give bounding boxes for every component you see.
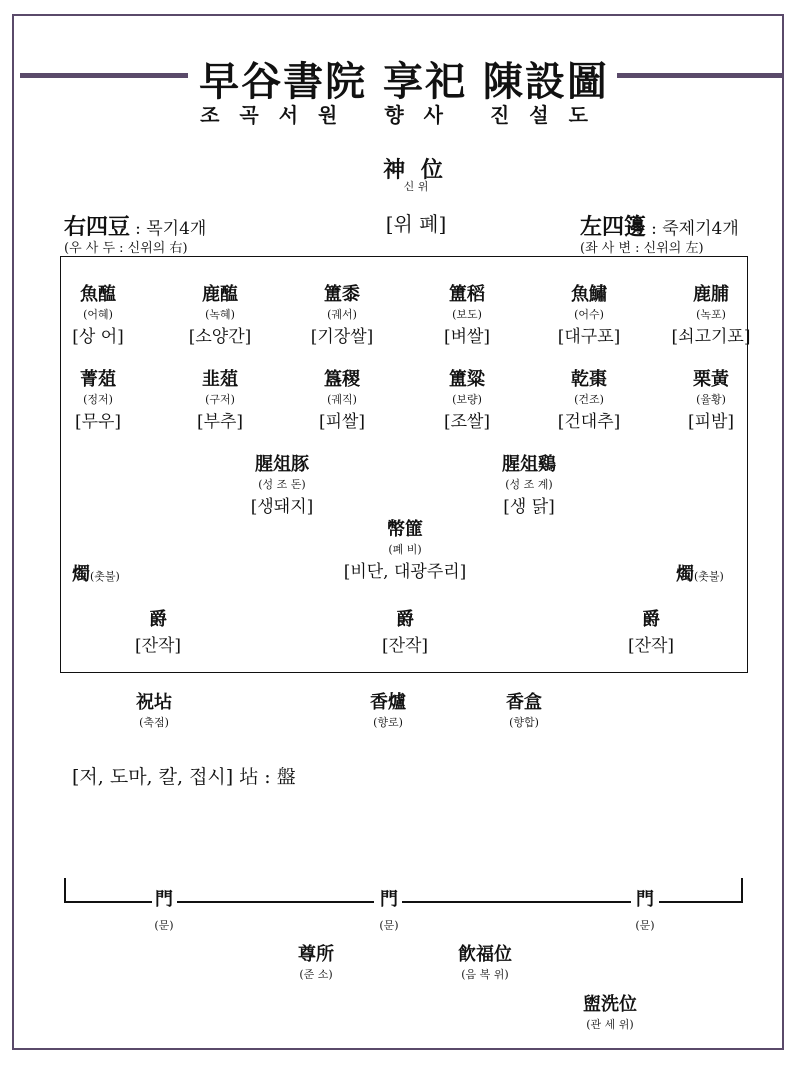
item-hanja: 簠粱 [448,369,485,390]
item-reading: (폐 비) [388,543,422,556]
item-reading: (보량) [452,393,482,406]
gate-left [154,885,173,933]
item-korean: [상 어] [72,327,124,347]
hand-wash-place [583,990,637,1032]
item-hanja: 簋稷 [323,369,360,390]
cup-hanja: 爵 [148,609,167,630]
gate-line-left-tick [64,878,66,902]
item-korean: [생 닭] [503,497,555,517]
item-hanja: 腥俎鷄 [502,454,556,475]
title-rule-left [20,73,188,78]
left-four-desc: : 죽제기4개 [651,219,739,239]
item-hanja: 簠稻 [448,284,485,305]
candle-right [676,560,724,586]
item-hanja: 香爐 [370,692,406,713]
item-hanja: 腥俎豚 [255,454,309,475]
offering-item [189,280,252,347]
left-four-sub: (좌 사 변 : 신위의 左) [580,241,704,256]
gate-line-seg [659,901,743,903]
offering-item [688,365,734,432]
item-reading: (향합) [509,716,539,729]
shrine-label: 神 位 [383,157,447,183]
cup-korean: [잔작] [134,636,182,656]
item-reading: (어수) [574,308,604,321]
item-reading: (음 복 위) [461,968,509,981]
cup-center [382,605,428,656]
item-korean: [벼쌀] [443,327,491,347]
right-four-title: 右四豆 [64,214,131,240]
cup-korean: [잔작] [381,636,429,656]
candle-hanja: 燭 [676,564,694,585]
item-hanja: 韭葅 [201,369,238,390]
item-hanja: 魚醢 [79,284,116,305]
candle-hanja: 燭 [72,564,90,585]
item-reading: (준 소) [299,968,333,981]
title-rule-right [617,73,782,78]
right-four-sub: (우 사 두 : 신위의 右) [64,241,188,256]
offering-item-silk [344,515,467,582]
item-korean: [건대추] [557,412,621,432]
gate-line-seg [64,901,152,903]
gate-hanja: 門 [636,889,654,910]
offering-item [197,365,243,432]
item-korean: [피쌀] [318,412,366,432]
incense-burner [370,688,406,730]
item-reading: (축점) [139,716,169,729]
offering-item [75,365,121,432]
offering-item [558,365,621,432]
item-korean: [소양간] [188,327,252,347]
prayer-stand [136,688,172,730]
offering-item [311,280,374,347]
cup-left [135,605,181,656]
item-korean: [기장쌀] [310,327,374,347]
left-four-title: 左四籩 [580,214,647,240]
offering-item-chicken [502,450,556,517]
offering-item-pig [251,450,314,517]
item-korean: [무우] [74,412,122,432]
gate-hanja: 門 [155,889,173,910]
item-hanja: 簠黍 [324,284,360,305]
diagram-title-korean: 조곡서원 향사 진설도 [200,103,608,127]
offering-item [558,280,621,347]
wine-vessel-place [298,940,334,982]
item-hanja: 鹿醢 [202,284,238,305]
item-hanja: 乾棗 [571,369,607,390]
item-korean: [쇠고기포] [671,327,751,347]
candle-reading: (촛불) [694,570,724,583]
candle-reading: (촛불) [90,570,120,583]
candle-left [72,560,120,586]
item-reading: (녹혜) [205,308,235,321]
gate-reading: (문) [379,919,399,932]
item-hanja: 栗黃 [692,369,729,390]
cup-hanja: 爵 [395,609,414,630]
blessing-drink-place [458,940,512,982]
gate-reading: (문) [635,919,655,932]
incense-box [506,688,542,730]
item-hanja: 祝坫 [136,692,172,713]
item-hanja: 盥洗位 [583,994,637,1015]
item-reading: (성 조 돈) [258,478,306,491]
item-reading: (어혜) [83,308,113,321]
cup-hanja: 爵 [641,609,660,630]
item-reading: (건조) [574,393,604,406]
item-korean: [부추] [196,412,244,432]
gate-line-seg [402,901,631,903]
right-four-desc: : 목기4개 [135,219,207,239]
item-reading: (율황) [696,393,726,406]
offering-item [72,280,124,347]
gate-line-right-tick [741,878,743,902]
diagram-title: 早谷書院 享祀 陳設圖 [199,58,609,105]
item-hanja: 飮福位 [458,944,512,965]
item-korean: [비단, 대광주리] [343,562,467,582]
item-hanja: 魚鱐 [571,284,607,305]
cup-right [628,605,674,656]
item-reading: (궤직) [327,393,357,406]
item-reading: (보도) [452,308,482,321]
gate-line-seg [177,901,374,903]
item-korean: [조쌀] [443,412,491,432]
offering-item [444,365,490,432]
offering-item [444,280,490,347]
gate-reading: (문) [154,919,174,932]
offering-item [319,365,365,432]
gate-right [635,885,654,933]
item-reading: (성 조 계) [505,478,553,491]
item-korean: [생돼지] [250,497,314,517]
gate-center [379,885,398,933]
item-reading: (구저) [205,393,235,406]
offering-item [672,280,751,347]
item-hanja: 香盒 [506,692,542,713]
cup-korean: [잔작] [627,636,675,656]
item-reading: (관 세 위) [586,1018,634,1031]
utensils-note: [저, 도마, 칼, 접시] 坫 : 盤 [72,766,296,788]
item-korean: [대구포] [557,327,621,347]
item-hanja: 幣篚 [386,519,423,540]
item-reading: (녹포) [696,308,726,321]
gate-hanja: 門 [380,889,398,910]
item-hanja: 鹿脯 [692,284,729,305]
item-hanja: 菁葅 [79,369,116,390]
shrine-reading: 신 위 [403,180,429,193]
tablet-label: [위 폐] [385,212,447,236]
item-reading: (궤서) [327,308,357,321]
item-korean: [피밤] [687,412,735,432]
item-reading: (향로) [373,716,403,729]
item-reading: (정저) [83,393,113,406]
item-hanja: 尊所 [298,944,334,965]
